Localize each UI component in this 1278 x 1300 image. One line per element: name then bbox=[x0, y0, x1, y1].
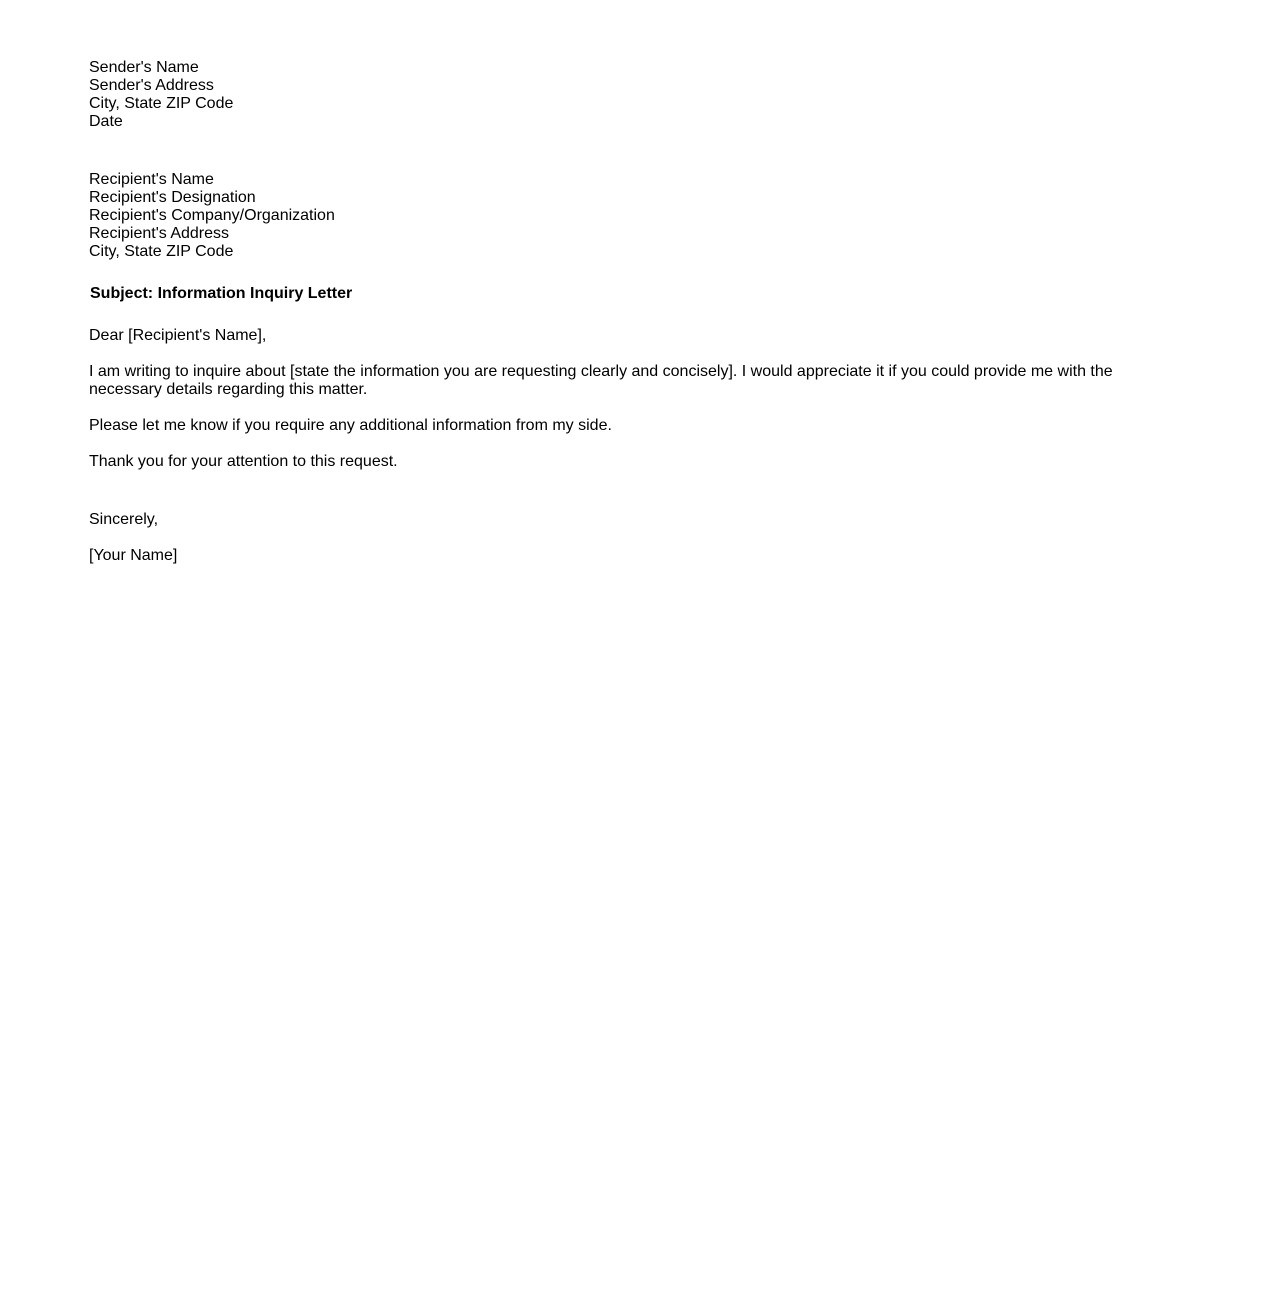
closing: Sincerely, bbox=[89, 511, 159, 528]
body-paragraph-2: Please let me know if you require any additional information from my side. bbox=[89, 417, 612, 434]
signature: [Your Name] bbox=[89, 547, 178, 564]
body-paragraph-3: Thank you for your attention to this request. bbox=[89, 453, 398, 470]
recipient-name: Recipient's Name bbox=[89, 171, 214, 188]
recipient-address: Recipient's Address bbox=[89, 225, 230, 242]
recipient-block bbox=[89, 171, 1128, 261]
recipient-company: Recipient's Company/Organization bbox=[89, 207, 335, 224]
sender-block bbox=[89, 59, 1128, 131]
subject-line: Subject: Information Inquiry Letter bbox=[90, 285, 353, 302]
recipient-designation: Recipient's Designation bbox=[89, 189, 256, 206]
sender-city-state-zip: City, State ZIP Code bbox=[89, 95, 234, 112]
sender-address: Sender's Address bbox=[89, 77, 214, 94]
sender-name: Sender's Name bbox=[89, 59, 199, 76]
sender-date: Date bbox=[89, 113, 123, 130]
recipient-city-state-zip: City, State ZIP Code bbox=[89, 243, 234, 260]
salutation: Dear [Recipient's Name], bbox=[89, 327, 267, 344]
body-paragraph-1: I am writing to inquire about [state the information you are requesting clearly and concisely]. I would appreciate it if you could provide me with the necessary details regarding this matter. bbox=[89, 363, 1113, 398]
